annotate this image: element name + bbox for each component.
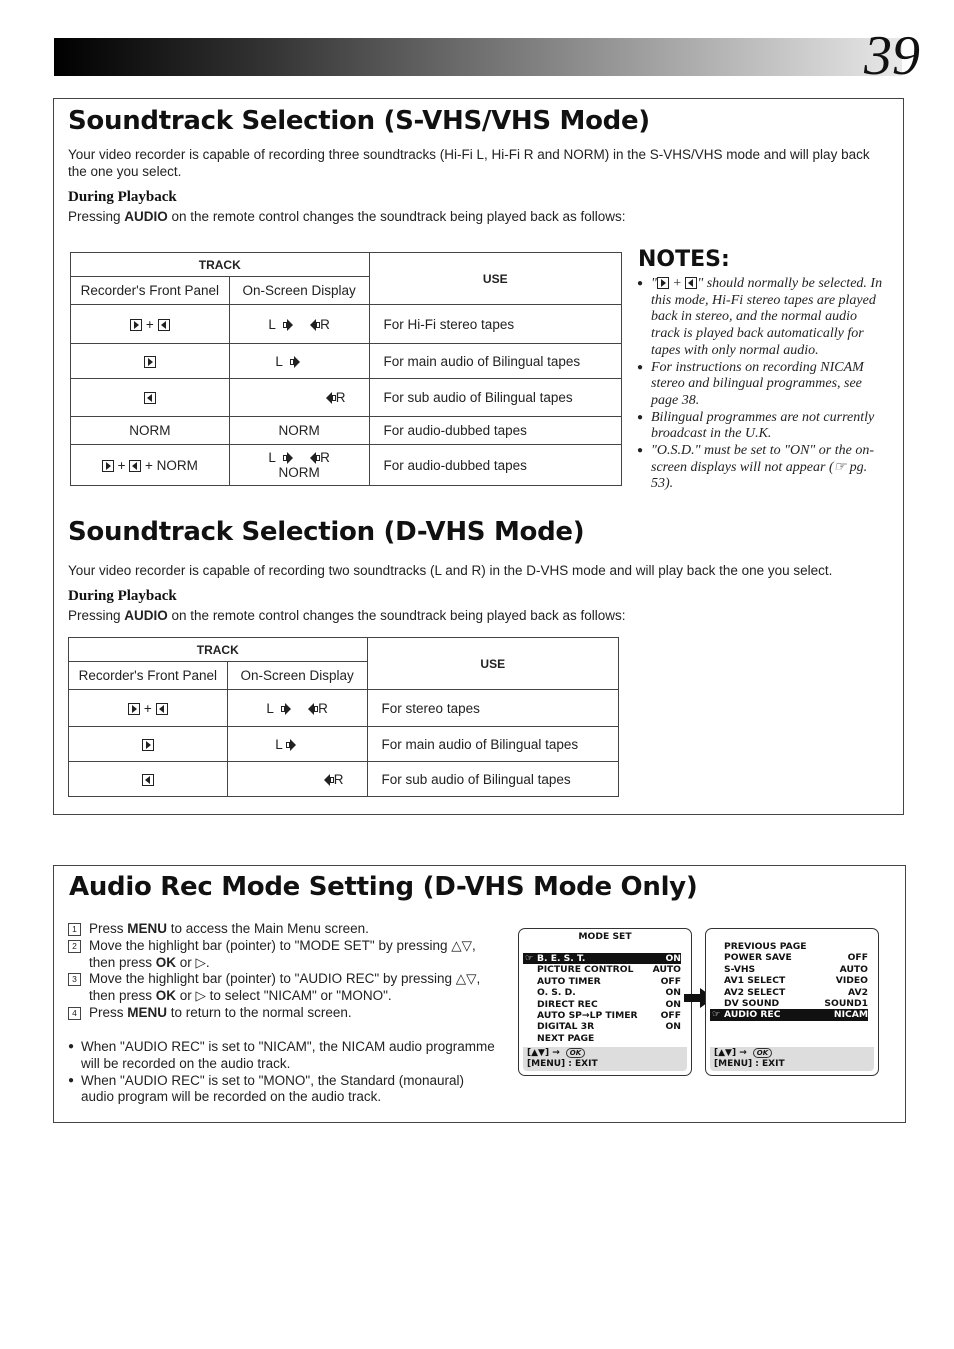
dvhs-playback-text: Pressing AUDIO on the remote control changes the soundtrack being played back as follows: <box>68 608 626 623</box>
use-cell: For audio-dubbed tapes <box>369 445 621 486</box>
pointer-icon: ☞ <box>525 953 534 964</box>
step-item: 3 Move the highlight bar (pointer) to "AUDIO REC" by pressing △▽, then press OK or ▷ to select "NICAM" or "MONO". <box>68 971 488 1005</box>
use-header: USE <box>369 253 621 305</box>
menu-row: PICTURE CONTROL AUTO <box>537 964 681 976</box>
osd-header: On-Screen Display <box>227 662 367 690</box>
front-panel-cell: + <box>69 690 228 727</box>
use-cell: For stereo tapes <box>367 690 618 727</box>
front-panel-cell <box>71 379 230 417</box>
use-cell: For sub audio of Bilingual tapes <box>369 379 621 417</box>
osd-cell: L R NORM <box>229 445 369 486</box>
step-number: 2 <box>68 940 81 953</box>
left-speaker-icon <box>286 739 299 751</box>
right-channel-icon <box>129 460 141 472</box>
bullet-item: ● When "AUDIO REC" is set to "NICAM", the NICAM audio programme will be recorded on the audio track. <box>68 1039 498 1073</box>
menu-row: DIRECT REC ON <box>537 998 681 1010</box>
notes-title: NOTES: <box>638 247 730 272</box>
menu-row: AUTO TIMER OFF <box>537 975 681 987</box>
ok-icon: OK <box>753 1048 772 1058</box>
osd-header: On-Screen Display <box>229 277 369 305</box>
right-speaker-icon <box>323 392 336 404</box>
menu-row: AUTO SP→LP TIMER OFF <box>537 1010 681 1021</box>
notes-list <box>637 276 889 493</box>
use-cell: For audio-dubbed tapes <box>369 417 621 445</box>
mode-set-screen <box>518 928 692 1076</box>
dvhs-intro: Your video recorder is capable of recording two soundtracks (L and R) in the D-VHS mode and will play back the one you select. <box>68 563 833 578</box>
osd-cell: L R <box>229 305 369 344</box>
left-channel-icon <box>128 703 140 715</box>
header-gradient-bar <box>54 38 902 76</box>
left-channel-icon <box>144 356 156 368</box>
notes-bullets <box>68 1039 498 1106</box>
menu-row: AV2 SELECT AV2 <box>724 986 868 998</box>
steps-list <box>68 921 488 1022</box>
use-cell: For main audio of Bilingual tapes <box>367 727 618 762</box>
table-row <box>69 727 619 762</box>
front-panel-cell <box>71 344 230 379</box>
step-number: 1 <box>68 923 81 936</box>
screen-footer: [▲▼] → OK [MENU] : EXIT <box>523 1047 687 1071</box>
dvhs-track-table <box>68 637 619 797</box>
osd-cell: L R <box>227 690 367 727</box>
step-item: 2 Move the highlight bar (pointer) to "MODE SET" by pressing △▽, then press OK or ▷. <box>68 938 488 972</box>
front-panel-cell <box>69 727 228 762</box>
right-channel-icon <box>685 277 697 289</box>
menu-row: O. S. D. ON <box>537 987 681 999</box>
menu-row: POWER SAVE OFF <box>724 952 868 964</box>
table-row <box>71 379 622 417</box>
section-title-audio-rec: Audio Rec Mode Setting (D-VHS Mode Only) <box>69 872 698 902</box>
mode-set-title: MODE SET <box>578 931 632 942</box>
osd-cell: L <box>229 344 369 379</box>
right-channel-icon <box>142 774 154 786</box>
menu-row: ☞ B. E. S. T. ON <box>525 953 681 964</box>
use-cell: For Hi-Fi stereo tapes <box>369 305 621 344</box>
svhs-intro: Your video recorder is capable of recording three soundtracks (Hi-Fi L, Hi-Fi R and NORM) in the S-VHS/VHS mode and will play back the one you select. <box>68 147 870 179</box>
dvhs-subhead: During Playback <box>68 588 177 604</box>
menu-row: NEXT PAGE <box>537 1032 595 1044</box>
svhs-playback-text: Pressing AUDIO on the remote control changes the soundtrack being played back as follows: <box>68 209 626 224</box>
left-channel-icon <box>142 739 154 751</box>
left-speaker-icon <box>281 703 294 715</box>
right-speaker-icon <box>305 703 318 715</box>
osd-cell: R <box>227 762 367 797</box>
step-item: 1 Press MENU to access the Main Menu screen. <box>68 921 488 938</box>
track-header: TRACK <box>69 638 368 662</box>
table-row <box>71 417 622 445</box>
front-panel-cell: + <box>71 305 230 344</box>
step-item: 4 Press MENU to return to the normal screen. <box>68 1005 488 1022</box>
pointer-icon: ☞ <box>712 1009 721 1021</box>
table-row <box>69 762 619 797</box>
ok-icon: OK <box>566 1048 585 1058</box>
note-item: ● Bilingual programmes are not currently broadcast in the U.K. <box>637 410 889 443</box>
menu-row: AV1 SELECT VIDEO <box>724 975 868 987</box>
menu-row: DV SOUND SOUND1 <box>724 998 868 1009</box>
front-panel-cell: + + NORM <box>71 445 230 486</box>
menu-row: ☞ AUDIO REC NICAM <box>712 1009 868 1021</box>
menu-row: DIGITAL 3R ON <box>537 1021 681 1033</box>
track-header: TRACK <box>71 253 370 277</box>
right-speaker-icon <box>307 319 320 331</box>
note-item: ● For instructions on recording NICAM stereo and bilingual programmes, see page 38. <box>637 360 889 410</box>
osd-cell: L <box>227 727 367 762</box>
svhs-track-table <box>70 252 622 486</box>
left-speaker-icon <box>290 356 303 368</box>
left-speaker-icon <box>283 319 296 331</box>
table-row <box>71 344 622 379</box>
right-speaker-icon <box>307 452 320 464</box>
page-number: 39 <box>864 25 920 87</box>
right-speaker-icon <box>321 774 334 786</box>
use-cell: For sub audio of Bilingual tapes <box>367 762 618 797</box>
right-channel-icon <box>158 319 170 331</box>
right-channel-icon <box>144 392 156 404</box>
front-panel-header: Recorder's Front Panel <box>69 662 228 690</box>
note-item: ● "O.S.D." must be set to "ON" or the on-screen displays will not appear (☞ pg. 53). <box>637 443 889 493</box>
front-panel-header: Recorder's Front Panel <box>71 277 230 305</box>
section-title-dvhs: Soundtrack Selection (D-VHS Mode) <box>68 517 585 547</box>
audio-rec-screen <box>705 928 879 1076</box>
table-row <box>71 445 622 486</box>
svhs-subhead: During Playback <box>68 189 177 205</box>
front-panel-cell: NORM <box>71 417 230 445</box>
table-row <box>71 305 622 344</box>
osd-cell: R <box>229 379 369 417</box>
osd-cell: NORM <box>229 417 369 445</box>
right-channel-icon <box>156 703 168 715</box>
use-header: USE <box>367 638 618 690</box>
front-panel-cell <box>69 762 228 797</box>
left-channel-icon <box>657 277 669 289</box>
section-title-svhs: Soundtrack Selection (S-VHS/VHS Mode) <box>68 106 650 136</box>
bullet-item: ● When "AUDIO REC" is set to "MONO", the Standard (monaural) audio program will be recorded on the audio track. <box>68 1073 498 1107</box>
left-channel-icon <box>102 460 114 472</box>
menu-row: PREVIOUS PAGE <box>724 941 807 952</box>
left-channel-icon <box>130 319 142 331</box>
table-row <box>69 690 619 727</box>
use-cell: For main audio of Bilingual tapes <box>369 344 621 379</box>
left-speaker-icon <box>283 452 296 464</box>
step-number: 4 <box>68 1007 81 1020</box>
note-item: ● " + " should normally be selected. In this mode, Hi-Fi stereo tapes are played back in stereo, and the normal audio track is played back automatically for tapes with only normal audio. <box>637 276 889 360</box>
menu-row: S-VHS AUTO <box>724 963 868 975</box>
screen-footer: [▲▼] → OK [MENU] : EXIT <box>710 1047 874 1071</box>
step-number: 3 <box>68 973 81 986</box>
